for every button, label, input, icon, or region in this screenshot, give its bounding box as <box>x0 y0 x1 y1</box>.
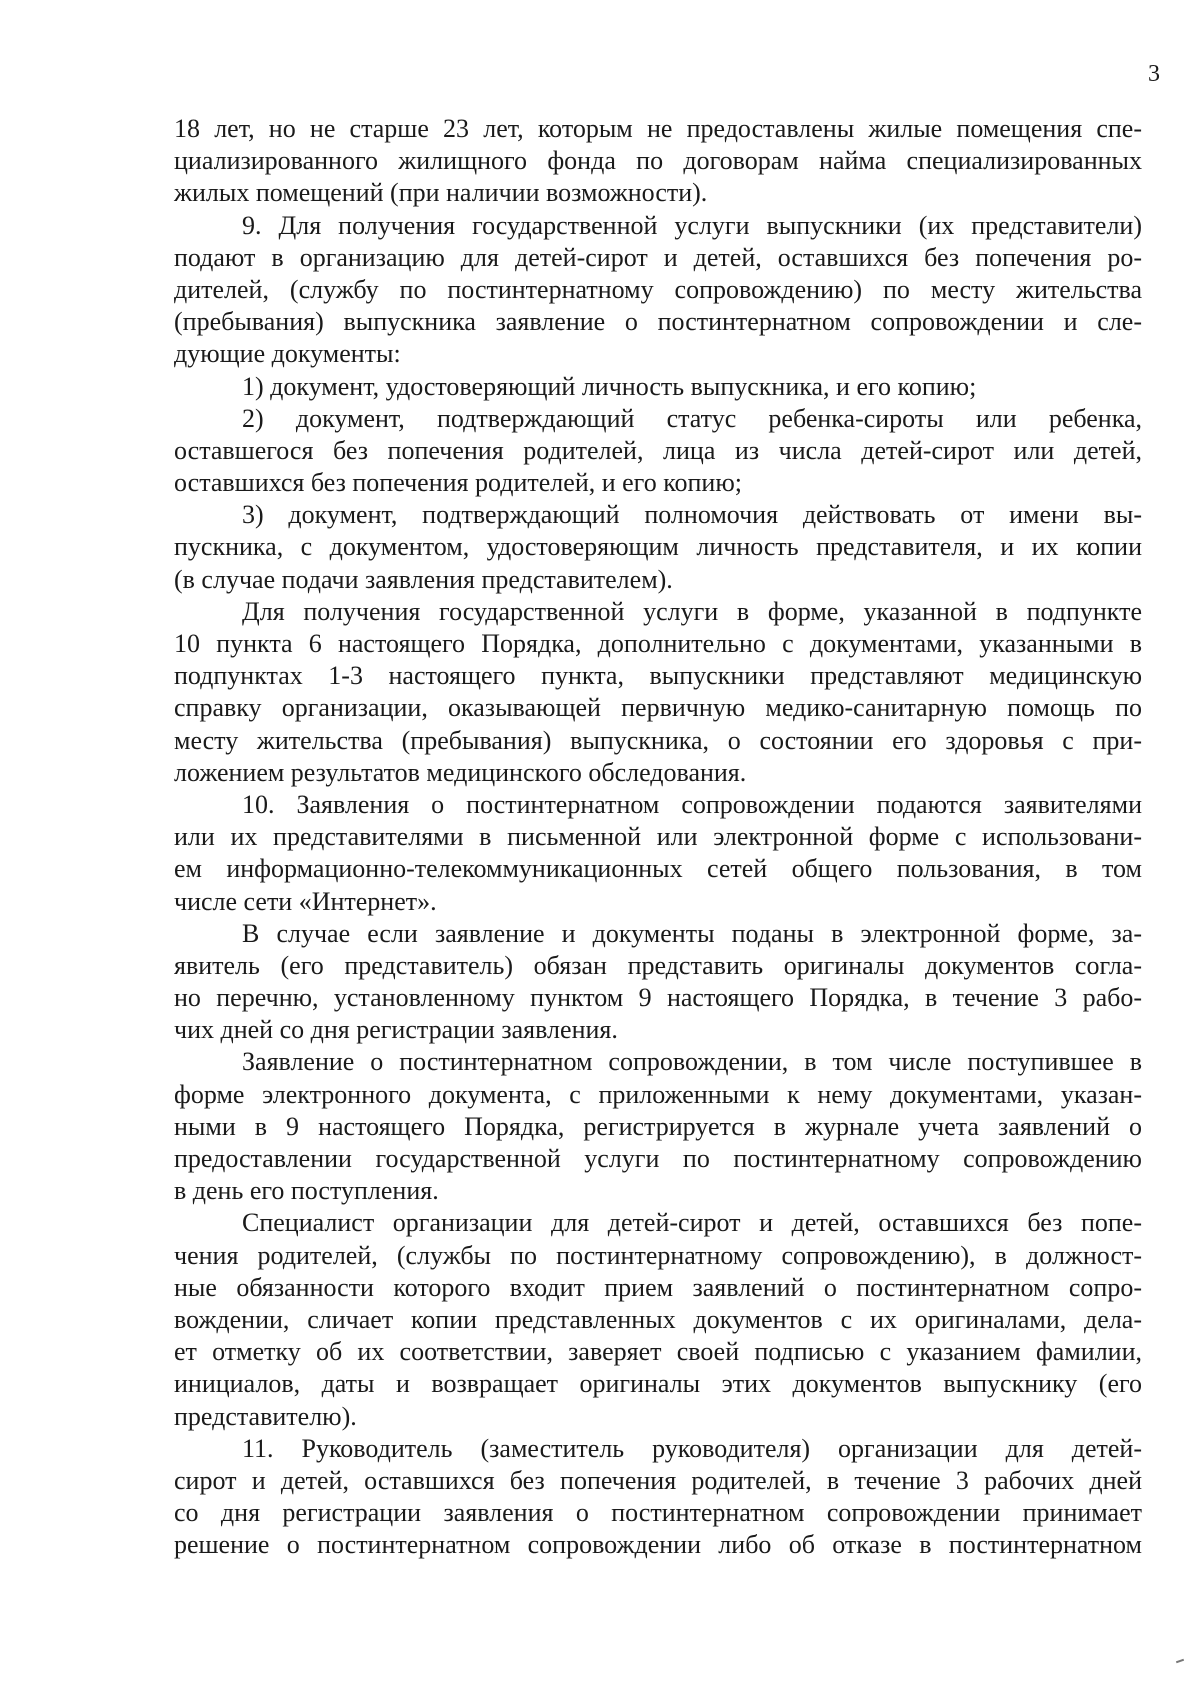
text-line: но перечню, установленному пунктом 9 настоящего Порядка, в течение 3 рабо- <box>174 983 1142 1013</box>
text-line: дующие документы: <box>174 339 401 369</box>
text-line: решение о постинтернатном сопровождении либо об отказе в постинтернатном <box>174 1530 1142 1560</box>
text-line: 11. Руководитель (заместитель руководителя) организации для детей- <box>242 1433 1142 1463</box>
text-line: Специалист организации для детей-сирот и детей, оставшихся без попе- <box>242 1208 1142 1238</box>
text-line: в день его поступления. <box>174 1176 439 1206</box>
text-line: вождении, сличает копии представленных документов с их оригиналами, дела- <box>174 1304 1142 1334</box>
text-line: жилых помещений (при наличии возможности). <box>174 178 708 208</box>
text-line: Заявление о постинтернатном сопровождении, в том числе поступившее в <box>242 1047 1142 1077</box>
text-line: В случае если заявление и документы поданы в электронной форме, за- <box>242 918 1142 948</box>
text-line: циализированного жилищного фонда по договорам найма специализированных <box>174 146 1142 176</box>
text-line: (пребывания) выпускника заявление о постинтернатном сопровождении и сле- <box>174 307 1142 337</box>
text-line: числе сети «Интернет». <box>174 886 437 916</box>
text-line: справку организации, оказывающей первичную медико-санитарную помощь по <box>174 693 1142 723</box>
text-line: явитель (его представитель) обязан представить оригиналы документов согла- <box>174 950 1142 980</box>
text-line: форме электронного документа, с приложенными к нему документами, указан- <box>174 1079 1142 1109</box>
text-line: 10. Заявления о постинтернатном сопровождении подаются заявителями <box>242 789 1142 819</box>
text-line: 3) документ, подтверждающий полномочия действовать от имени вы- <box>242 500 1142 530</box>
text-line: чих дней со дня регистрации заявления. <box>174 1015 618 1045</box>
text-line: оставшихся без попечения родителей, и его копию; <box>174 468 742 498</box>
text-line: подают в организацию для детей-сирот и детей, оставшихся без попечения ро- <box>174 242 1142 272</box>
text-line: представителю). <box>174 1401 357 1431</box>
text-line: со дня регистрации заявления о постинтернатном сопровождении принимает <box>174 1498 1142 1528</box>
text-line: ем информационно-телекоммуникационных сетей общего пользования, в том <box>174 854 1142 884</box>
text-line: пускника, с документом, удостоверяющим личность представителя, и их копии <box>174 532 1142 562</box>
text-line: оставшегося без попечения родителей, лица из числа детей-сирот или детей, <box>174 435 1142 465</box>
text-line: предоставлении государственной услуги по постинтернатному сопровождению <box>174 1144 1142 1173</box>
text-line: (в случае подачи заявления представителем). <box>174 564 673 594</box>
text-line: 18 лет, но не старше 23 лет, которым не предоставлены жилые помещения спе- <box>174 114 1142 143</box>
text-line: Для получения государственной услуги в форме, указанной в подпункте <box>242 596 1142 626</box>
text-line: 2) документ, подтверждающий статус ребенка-сироты или ребенка, <box>242 403 1142 433</box>
text-line: ные обязанности которого входит прием заявлений о постинтернатном сопро- <box>174 1272 1142 1302</box>
text-line: чения родителей, (службы по постинтернатному сопровождению), в должност- <box>174 1240 1142 1270</box>
text-line: 1) документ, удостоверяющий личность выпускника, и его копию; <box>242 371 977 401</box>
text-line: ложением результатов медицинского обследования. <box>174 757 747 787</box>
text-line: месту жительства (пребывания) выпускника, о состоянии его здоровья с при- <box>174 725 1142 755</box>
page-number: 3 <box>1148 61 1160 87</box>
text-line: или их представителями в письменной или электронной форме с использовани- <box>174 822 1142 852</box>
text-line: инициалов, даты и возвращает оригиналы этих документов выпускнику (его <box>174 1369 1142 1399</box>
text-line: подпунктах 1-3 настоящего пункта, выпускники представляют медицинскую <box>174 661 1142 691</box>
document-body-text <box>174 113 1142 1561</box>
text-line: сирот и детей, оставшихся без попечения родителей, в течение 3 рабочих дней <box>174 1465 1142 1495</box>
text-line: ет отметку об их соответствии, заверяет своей подписью с указанием фамилии, <box>174 1337 1142 1367</box>
text-line: дителей, (службу по постинтернатному сопровождению) по месту жительства <box>174 274 1142 304</box>
text-line: 9. Для получения государственной услуги выпускники (их представители) <box>242 210 1142 240</box>
text-line: ными в 9 настоящего Порядка, регистрируется в журнале учета заявлений о <box>174 1111 1142 1141</box>
text-line: 10 пункта 6 настоящего Порядка, дополнительно с документами, указанными в <box>174 629 1142 658</box>
scan-artifact <box>1176 1659 1184 1664</box>
